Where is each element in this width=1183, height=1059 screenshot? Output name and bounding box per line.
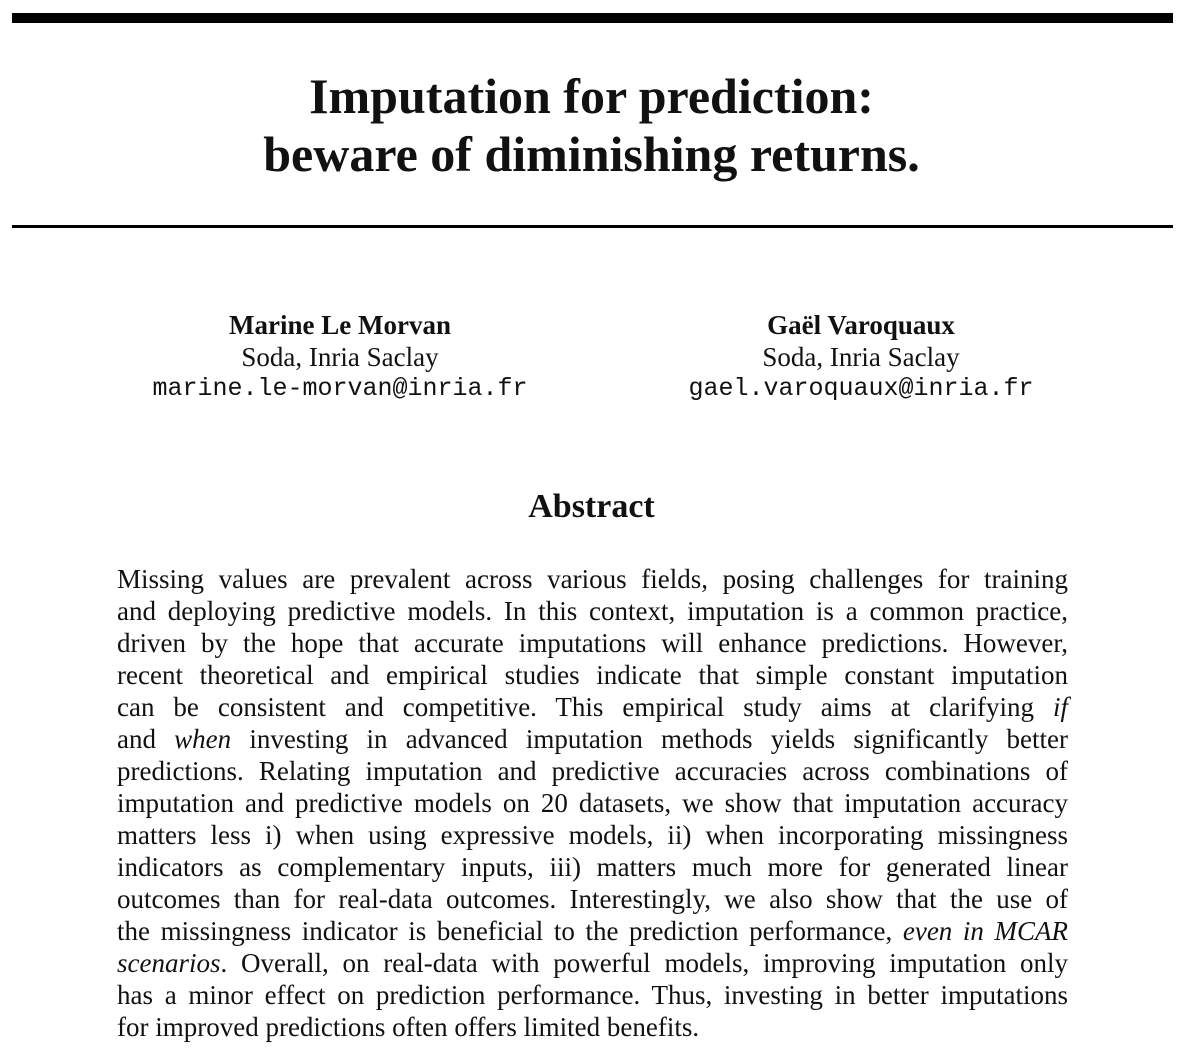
abstract-body <box>117 563 1068 1043</box>
author-name: Gaël Varoquaux <box>767 310 955 340</box>
abstract-line: for improved predictions often offers limited benefits. <box>117 1012 700 1042</box>
emphasis-scenarios: scenarios <box>117 948 221 978</box>
paper-title <box>0 67 1183 183</box>
abstract-line: scenarios. Overall, on real-data with powerful models, improving imputation only <box>117 948 1068 978</box>
abstract-line: indicators as complementary inputs, iii) matters much more for generated linear <box>117 852 1068 882</box>
emphasis-mcar: even in MCAR <box>902 916 1068 946</box>
top-rule <box>12 13 1173 23</box>
abstract-line: and deploying predictive models. In this context, imputation is a common practice, <box>117 596 1068 626</box>
abstract-line: imputation and predictive models on 20 datasets, we show that imputation accuracy <box>117 788 1068 818</box>
author-email: gael.varoquaux@inria.fr <box>688 374 1034 403</box>
author-affiliation: Soda, Inria Saclay <box>762 342 960 372</box>
abstract-line: Missing values are prevalent across various fields, posing challenges for training <box>117 564 1068 594</box>
abstract-line: matters less i) when using expressive models, ii) when incorporating missingness <box>117 820 1068 850</box>
title-line-1: Imputation for prediction: <box>309 68 874 124</box>
abstract-line: has a minor effect on prediction performance. Thus, investing in better imputations <box>117 980 1068 1010</box>
author-email: marine.le-morvan@inria.fr <box>152 374 528 403</box>
abstract-line: and when investing in advanced imputation methods yields significantly better <box>117 724 1068 754</box>
abstract-line: predictions. Relating imputation and predictive accuracies across combinations of <box>117 756 1068 786</box>
title-line-2: beware of diminishing returns. <box>263 126 920 182</box>
title-bottom-rule <box>12 225 1173 228</box>
emphasis-if: if <box>1052 692 1068 722</box>
abstract-line: recent theoretical and empirical studies indicate that simple constant imputation <box>117 660 1068 690</box>
abstract-line: outcomes than for real-data outcomes. Interestingly, we also show that the use of <box>117 884 1068 914</box>
abstract-heading: Abstract <box>528 488 655 525</box>
author-affiliation: Soda, Inria Saclay <box>241 342 439 372</box>
abstract-line: the missingness indicator is beneficial to the prediction performance, even in MCAR <box>117 916 1068 946</box>
abstract-line: driven by the hope that accurate imputations will enhance predictions. However, <box>117 628 1068 658</box>
emphasis-when: when <box>174 724 232 754</box>
abstract-line: can be consistent and competitive. This empirical study aims at clarifying if <box>117 692 1068 722</box>
author-block-1 <box>130 309 550 405</box>
author-block-2 <box>651 309 1071 405</box>
author-name: Marine Le Morvan <box>229 310 451 340</box>
